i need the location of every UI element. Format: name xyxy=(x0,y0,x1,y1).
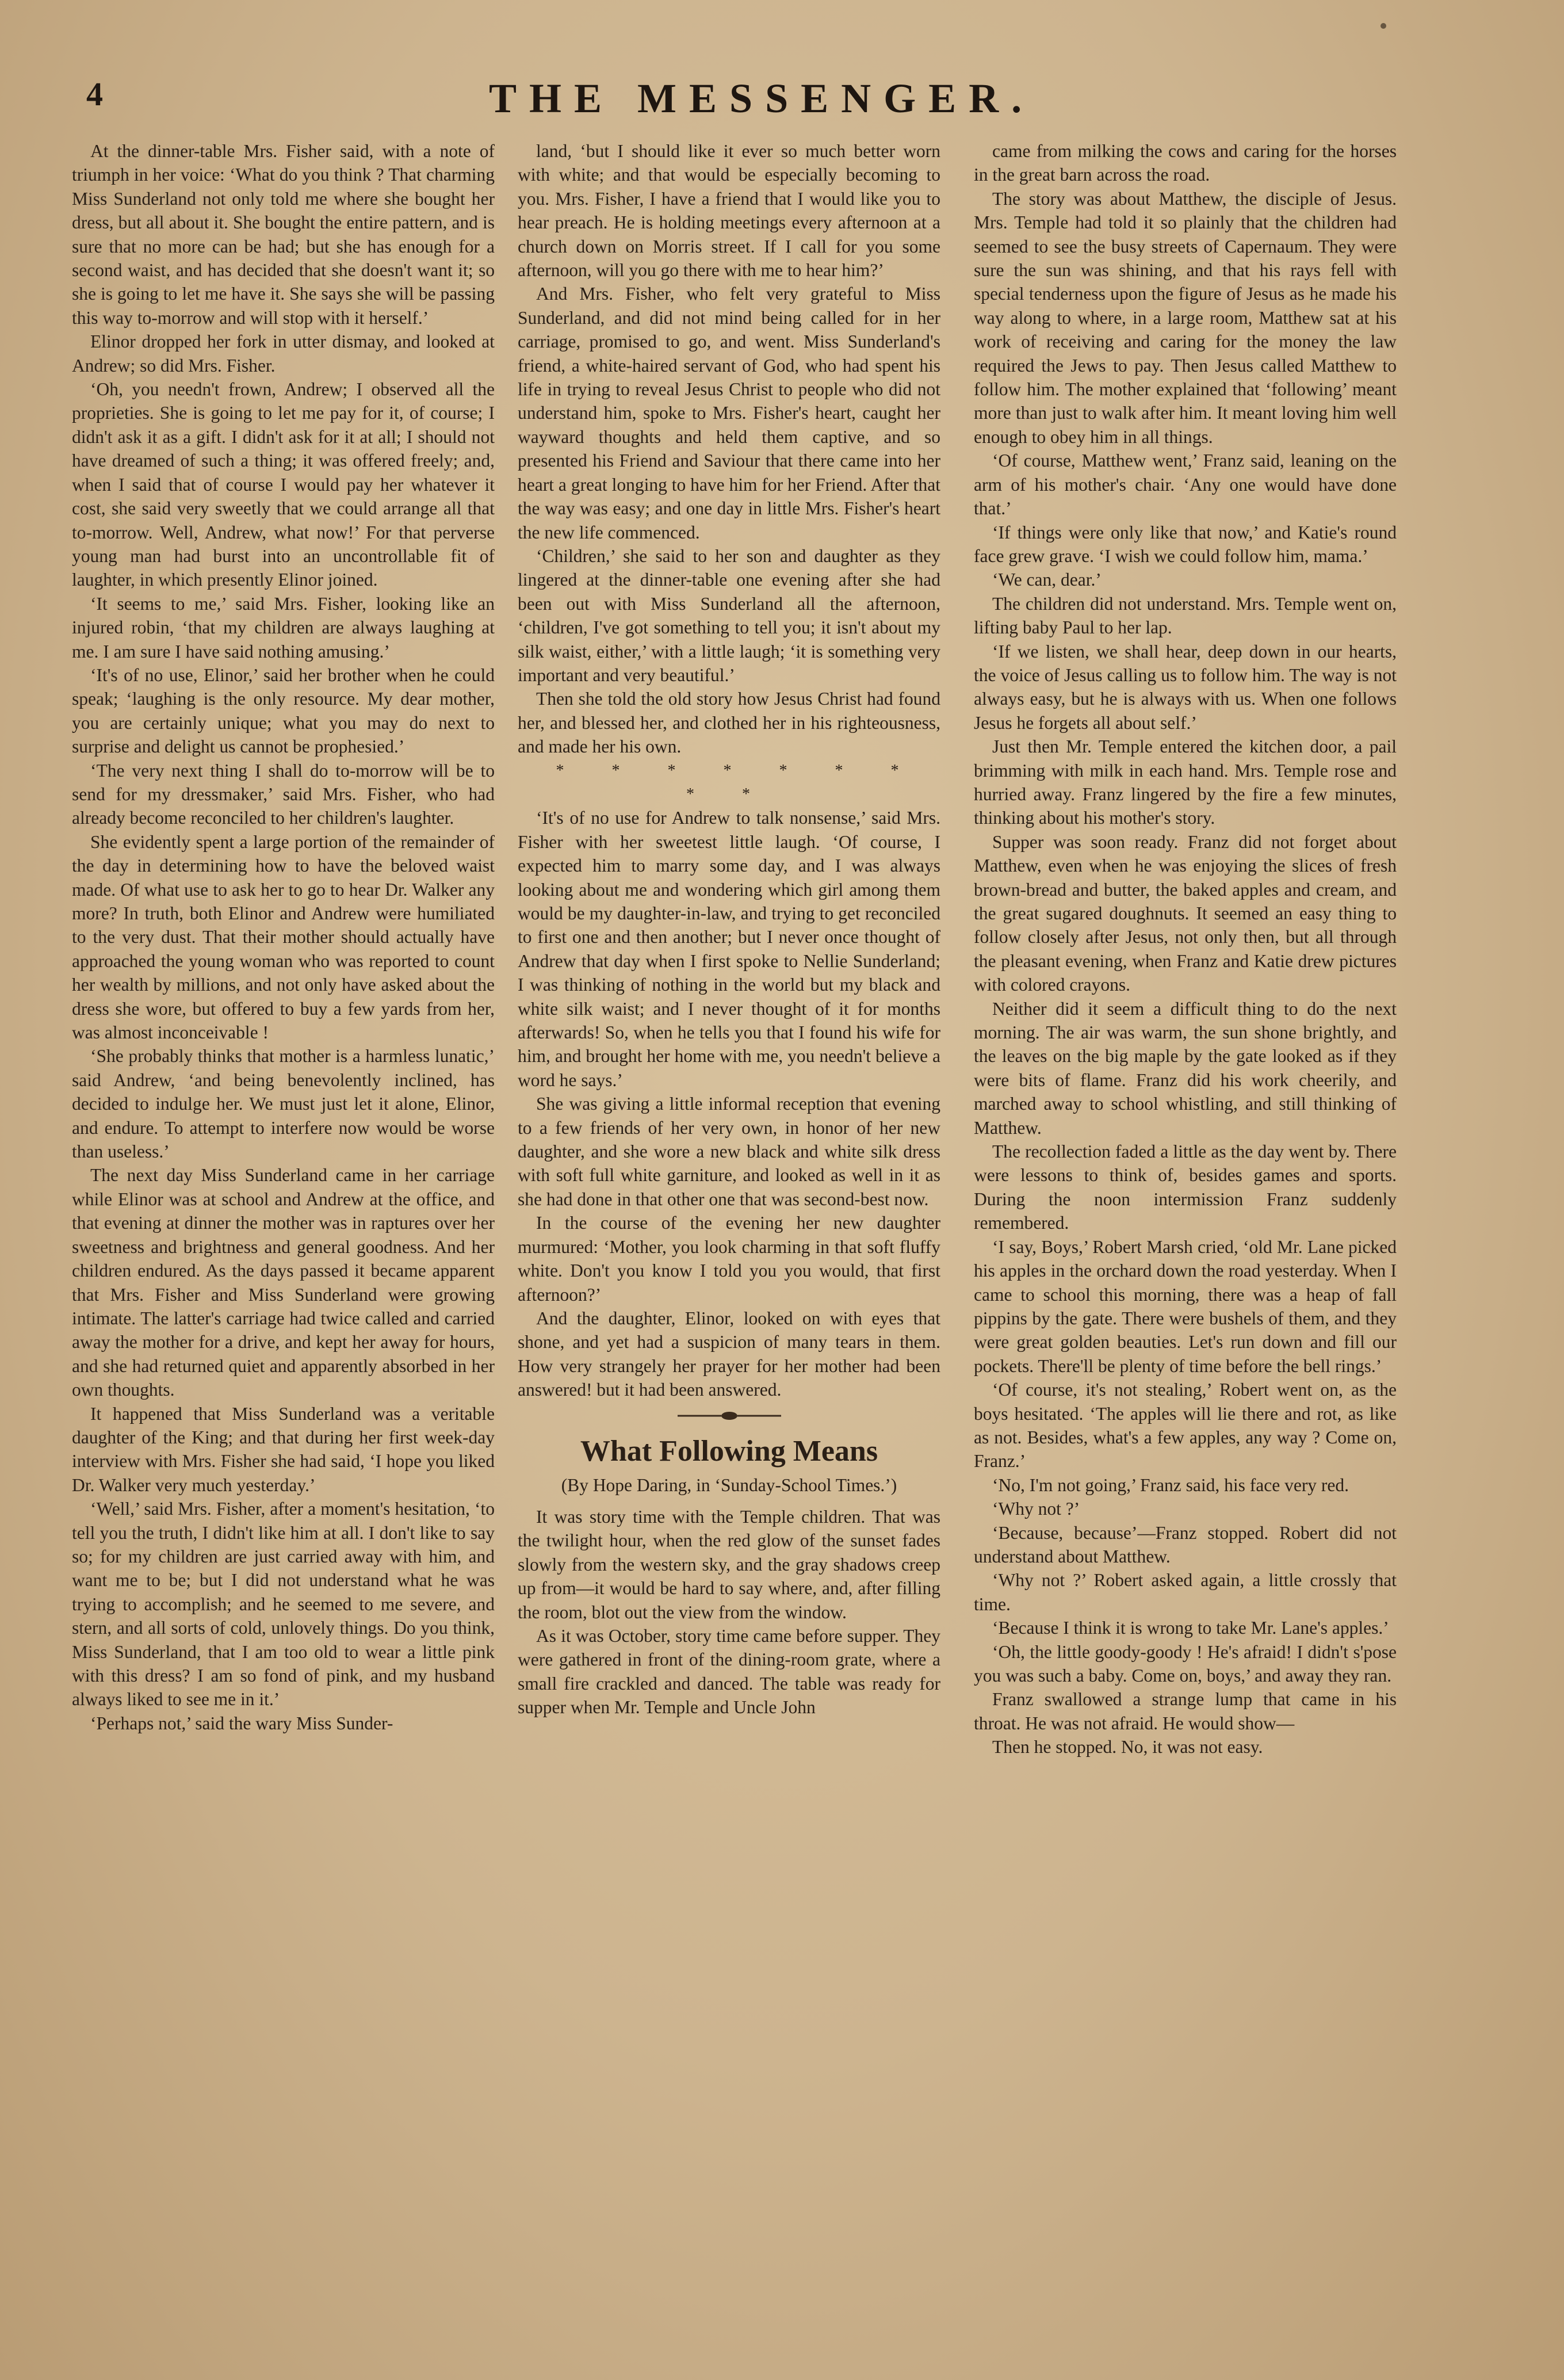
paragraph: Supper was soon ready. Franz did not forget about Matthew, even when he was enjoying the slices of fresh brown-bread and butter, the baked apples and cream, and the great sugared doughnuts. It seemed an easy thing to follow closely after Jesus, not only then, but all through the pleasant evening, when Franz and Katie drew pictures with colored crayons. xyxy=(974,831,1397,995)
paragraph: Then he stopped. No, it was not easy. xyxy=(992,1737,1263,1758)
article-body-start xyxy=(518,1505,940,1720)
paragraph: The story was about Matthew, the disciple of Jesus. Mrs. Temple had told it so plainly that the children had seemed to see the busy streets of Capernaum. They were sure the sun was shining, and that his rays fell with special tenderness upon the figure of Jesus as he made his way along to where, in a large room, Matthew sat at his work of receiving and caring for the money the law required the Jews to pay. Then Jesus called Matthew to follow him. The mother explained that ‘following’ meant more than just to walk after him. It meant loving him well enough to obey him in all things. xyxy=(974,188,1397,447)
section-break-stars: * * * * * * * * * xyxy=(556,761,921,803)
masthead xyxy=(86,75,1409,121)
paragraph: As it was October, story time came before supper. They were gathered in front of the dining-room grate, where a small fire crackled and danced. The table was ready for supper when Mr. Temple and Uncle John xyxy=(518,1625,940,1718)
divider-ornament xyxy=(672,1409,787,1423)
paragraph: ‘I say, Boys,’ Robert Marsh cried, ‘old Mr. Lane picked his apples in the orchard down the road yesterday. When I came to school this morning, there was a heap of fall pippins by the gate. There were bushels of them, and they were great golden beauties. Let's run down and fill our pockets. There'll be plenty of time before the bell rings.’ xyxy=(974,1236,1397,1376)
column-2 xyxy=(518,139,940,2268)
paragraph: ‘She probably thinks that mother is a harmless lunatic,’ said Andrew, ‘and being benevolently inclined, has decided to indulge her. We must just let it alone, Elinor, and endure. To attempt to interfere now would be worse than useless.’ xyxy=(72,1046,495,1162)
column-1 xyxy=(72,139,495,2268)
paragraph: ‘Oh, the little goody-goody ! He's afraid! I didn't s'pose you was such a baby. Come on, boys,’ and away they ran. xyxy=(974,1641,1397,1686)
paragraph: The recollection faded a little as the day went by. There were lessons to think of, besides games and sports. During the noon intermission Franz suddenly remembered. xyxy=(974,1141,1397,1233)
paragraph: Franz swallowed a strange lump that came in his throat. He was not afraid. He would show— xyxy=(974,1689,1397,1733)
paragraph: ‘Why not ?’ xyxy=(992,1499,1080,1519)
paragraph: ‘Perhaps not,’ said the wary Miss Sunder- xyxy=(90,1713,393,1733)
paragraph: Elinor dropped her fork in utter dismay, and looked at Andrew; so did Mrs. Fisher. xyxy=(72,331,495,376)
story-epilogue xyxy=(518,806,940,1401)
paragraph: The next day Miss Sunderland came in her carriage while Elinor was at school and Andrew at the office, and that evening at dinner the mother was in raptures over her sweetness and brightness and general goodness. And her children endured. As the days passed it became apparent that Mrs. Fisher and Miss Sunderland were growing intimate. The latter's carriage had twice called and carried away the mother for a drive, and kept her away for hours, and she had returned quiet and apparently absorbed in her own thoughts. xyxy=(72,1165,495,1400)
paragraph: ‘Children,’ she said to her son and daughter as they lingered at the dinner-table one evening after she had been out with Miss Sunderland all the afternoon, ‘children, I've got something to tell you; it isn't about my silk waist, either,’ with a little laugh; ‘it is something very important and very beautiful.’ xyxy=(518,545,940,685)
paragraph: came from milking the cows and caring for the horses in the great barn across the road. xyxy=(974,141,1397,185)
paragraph: ‘Because I think it is wrong to take Mr. Lane's apples.’ xyxy=(992,1618,1389,1638)
paragraph: Just then Mr. Temple entered the kitchen door, a pail brimming with milk in each hand. Mrs. Temple rose and hurried away. Franz lingered by the fire a few minutes, thinking about his mother's story. xyxy=(974,736,1397,828)
paragraph: Then she told the old story how Jesus Christ had found her, and blessed her, and clothed her in his righteousness, and made her his own. xyxy=(518,689,940,757)
article-byline: (By Hope Daring, in ‘Sunday-School Times.’) xyxy=(561,1474,897,1495)
paragraph: ‘The very next thing I shall do to-morrow will be to send for my dressmaker,’ said Mrs. Fisher, who had already become reconciled to her children's laughter. xyxy=(72,760,495,828)
paragraph: Neither did it seem a difficult thing to do the next morning. The air was warm, the sun shone brightly, and the leaves on the big maple by the gate looked as if they were bits of flame. Franz did his work cheerily, and marched away to school whistling, and still thinking of Matthew. xyxy=(974,998,1397,1138)
paragraph: ‘It's of no use, Elinor,’ said her brother when he could speak; ‘laughing is the only resource. My dear mother, you are certainly unique; what you may do next to surprise and delight us cannot be prophesied.’ xyxy=(72,664,495,757)
paragraph: ‘If things were only like that now,’ and Katie's round face grew grave. ‘I wish we could follow him, mama.’ xyxy=(974,522,1397,566)
paragraph: In the course of the evening her new daughter murmured: ‘Mother, you look charming in that soft fluffy white. Don't you know I told you you would, that first afternoon?’ xyxy=(518,1213,940,1305)
paragraph: ‘We can, dear.’ xyxy=(992,570,1102,590)
paragraph: ‘Of course, Matthew went,’ Franz said, leaning on the arm of his mother's chair. ‘Any one would have done that.’ xyxy=(974,450,1397,519)
paragraph: At the dinner-table Mrs. Fisher said, with a note of triumph in her voice: ‘What do you think ? That charming Miss Sunderland not only told me where she bought her dress, but all about it. She bought the entire pattern, and is sure that no more can be had; but she has enough for a second waist, and has decided that she doesn't want it; so she is going to let me have it. She says she will be passing this way to-morrow and will stop with it herself.’ xyxy=(72,141,495,328)
paragraph: And the daughter, Elinor, looked on with eyes that shone, and yet had a suspicion of many tears in them. How very strangely her prayer for her mother had been answered! but it had been answered. xyxy=(518,1308,940,1400)
paragraph: land, ‘but I should like it ever so much better worn with white; and that would be especially becoming to you. Mrs. Fisher, I have a friend that I would like you to hear preach. He is holding meetings every afternoon at a church down on Morris street. If I call for you some afternoon, will you go there with me to hear him?’ xyxy=(518,141,940,281)
column-3 xyxy=(974,139,1397,2268)
paragraph: And Mrs. Fisher, who felt very grateful to Miss Sunderland, and did not mind being called for in her carriage, promised to go, and went. Miss Sunderland's friend, a white-haired servant of God, who had spent his life in trying to reveal Jesus Christ to people who did not understand him, spoke to Mrs. Fisher's heart, caught her wayward thoughts and held them captive, and so presented his Friend and Saviour that there came into her heart a great longing to have him for her Friend. After that the way was easy; and one day in little Mrs. Fisher's heart the new life commenced. xyxy=(518,284,940,543)
ink-speck xyxy=(1381,23,1386,29)
newspaper-title: THE MESSENGER. xyxy=(489,75,1035,121)
story-continuation xyxy=(518,139,940,759)
paragraph: ‘Because, because’—Franz stopped. Robert did not understand about Matthew. xyxy=(974,1522,1397,1567)
article-title: What Following Means xyxy=(580,1434,878,1468)
paragraph: ‘It seems to me,’ said Mrs. Fisher, looking like an injured robin, ‘that my children are always laughing at me. I am sure I have said nothing amusing.’ xyxy=(72,593,495,662)
paragraph: She was giving a little informal reception that evening to a few friends of her very own, in honor of her new daughter, and she wore a new black and white silk dress with soft full white garniture, and looked as well in it as she had done in that other one that was second-best now. xyxy=(518,1094,940,1209)
paragraph: ‘Of course, it's not stealing,’ Robert went on, as the boys hesitated. ‘The apples will lie there and rot, as like as not. Besides, what's a few apples, any way ? Come on, Franz.’ xyxy=(974,1380,1397,1472)
paragraph: ‘Why not ?’ Robert asked again, a little crossly that time. xyxy=(974,1570,1397,1614)
paragraph: ‘If we listen, we shall hear, deep down in our hearts, the voice of Jesus calling us to follow him. The way is not always easy, but he is always with us. When one follows Jesus he forgets all about self.’ xyxy=(974,641,1397,733)
paragraph: It happened that Miss Sunderland was a veritable daughter of the King; and that during her first week-day interview with Mrs. Fisher she had said, ‘I hope you liked Dr. Walker very much yesterday.’ xyxy=(72,1403,495,1495)
paragraph: The children did not understand. Mrs. Temple went on, lifting baby Paul to her lap. xyxy=(974,593,1397,638)
paragraph: ‘It's of no use for Andrew to talk nonsense,’ said Mrs. Fisher with her sweetest little laugh. ‘Of course, I expected him to marry some day, and I was always looking about me and wondering which girl among them would be my daughter-in-law, and trying to get reconciled to first one and then another; but I never once thought of Andrew that day when I first spoke to Nellie Sunderland; I was thinking of nothing in the world but my black and white silk waist; and I never thought of it for months afterwards! So, when he tells you that I found his wife for him, and brought her home with me, you needn't believe a word he says.’ xyxy=(518,808,940,1090)
paragraph: She evidently spent a large portion of the remainder of the day in determining how to have the beloved waist made. Of what use to ask her to go to hear Dr. Walker any more? In truth, both Elinor and Andrew were humiliated to the very dust. That their mother should actually have approached the young woman who was reported to count her wealth by millions, and not only have asked about the dress she wore, but offered to buy a few yards from her, was almost inconceivable ! xyxy=(72,831,495,1043)
paragraph: ‘Oh, you needn't frown, Andrew; I observed all the proprieties. She is going to let me pay for it, of course; I didn't ask it as a gift. I didn't ask for it at all; I should not have dreamed of such a thing; it was offered freely; and, when I said that of course I would pay her whatever it cost, she said very sweetly that we could arrange all that to-morrow. Well, Andrew, what now!’ For that perverse young man had burst into an uncontrollable fit of laughter, in which presently Elinor joined. xyxy=(72,379,495,590)
paragraph: ‘Well,’ said Mrs. Fisher, after a moment's hesitation, ‘to tell you the truth, I didn't like him at all. I don't like to say so; for my children are just carried away with him, and want me to be; but I did not understand what he was trying to accomplish; and he seemed to me severe, and stern, and all sorts of cold, unlovely things. Do you think, Miss Sunderland, that I am too old to wear a little pink with this dress? I am so fond of pink, and my husband always liked to see me in it.’ xyxy=(72,1499,495,1710)
paragraph: ‘No, I'm not going,’ Franz said, his face very red. xyxy=(992,1474,1349,1495)
page-number: 4 xyxy=(86,75,103,113)
paragraph: It was story time with the Temple children. That was the twilight hour, when the red glow of the sunset fades slowly from the western sky, and the gray shadows creep up from—it would be hard to say where, and, after filling the room, blot out the view from the window. xyxy=(518,1506,940,1622)
